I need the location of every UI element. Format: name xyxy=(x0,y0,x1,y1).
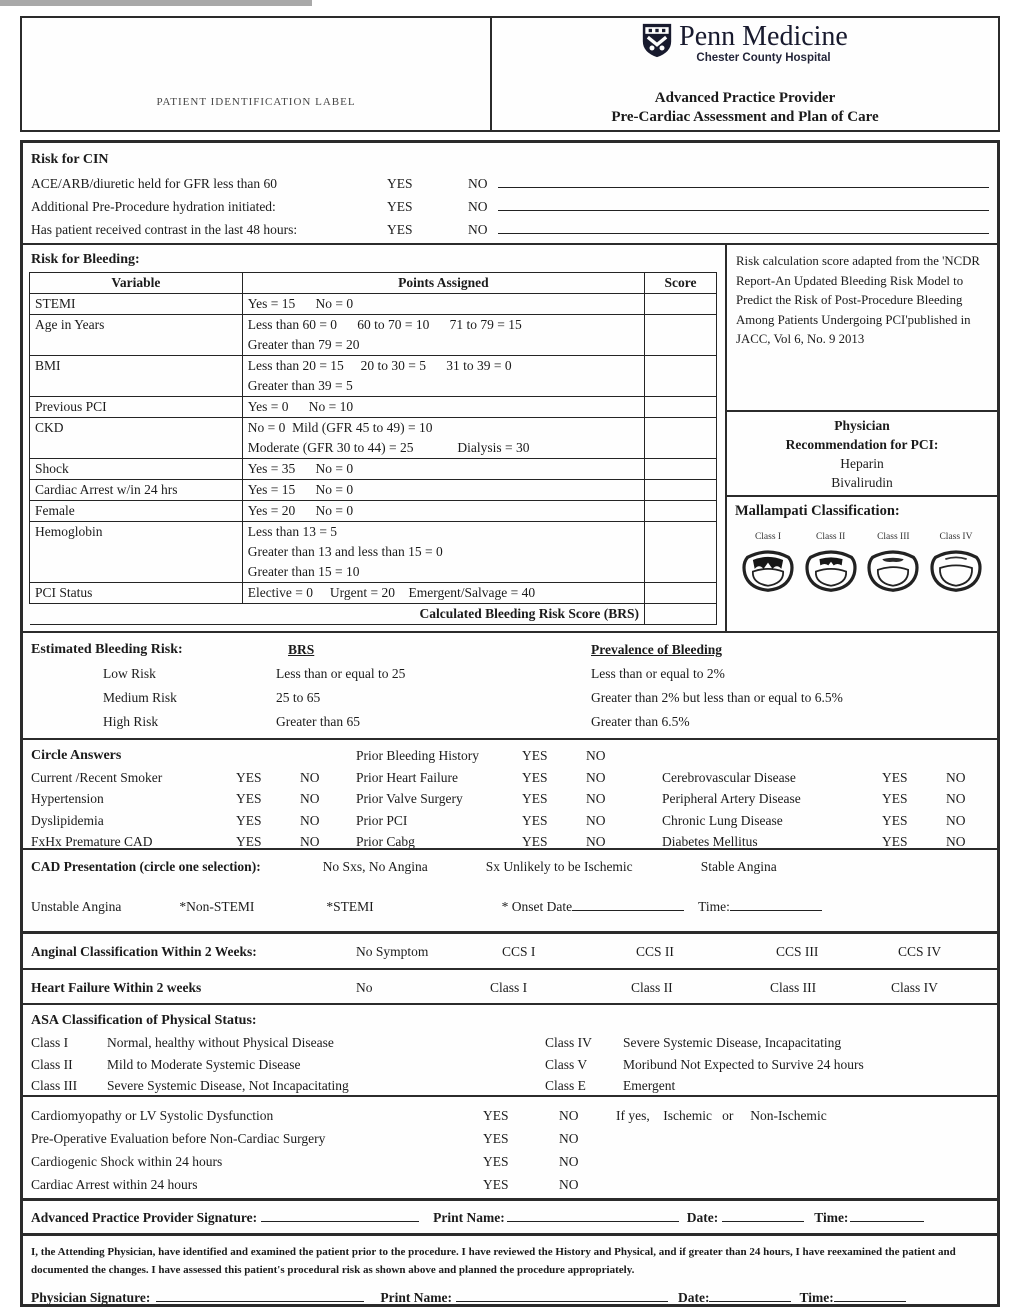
penn-shield-icon xyxy=(642,23,672,62)
recommendation-option-heparin[interactable]: Heparin xyxy=(840,456,884,471)
app-signature-label: Advanced Practice Provider Signature: xyxy=(31,1210,258,1225)
variable-cell: Cardiac Arrest w/in 24 hrs xyxy=(30,480,243,501)
brs-range: Less than or equal to 25 xyxy=(276,666,406,681)
score-cell[interactable] xyxy=(645,315,717,356)
history-item-label: Current /Recent Smoker xyxy=(31,769,163,785)
cad-option[interactable]: Sx Unlikely to be Ischemic xyxy=(485,859,633,874)
section-physician-attestation xyxy=(23,1233,997,1304)
cin-title: Risk for CIN xyxy=(31,152,109,167)
history-item-label: FxHx Premature CAD xyxy=(31,834,153,848)
form-title-line1: Advanced Practice Provider xyxy=(654,90,836,106)
cad-title: CAD Presentation (circle one selection): xyxy=(31,859,261,874)
variable-cell: PCI Status xyxy=(30,583,243,604)
score-cell[interactable] xyxy=(645,583,717,604)
section-heart-failure xyxy=(23,968,997,1003)
no-option[interactable]: NO xyxy=(946,769,966,785)
logo-hospital-name: Chester County Hospital xyxy=(696,52,831,64)
no-option[interactable]: NO xyxy=(559,1108,579,1123)
print-name-label: Print Name: xyxy=(380,1290,452,1304)
form-header xyxy=(20,16,1000,132)
mallampati-box xyxy=(727,495,997,631)
table-row-ckd xyxy=(30,418,717,459)
onset-date-line[interactable] xyxy=(572,897,684,911)
bleeding-risk-table xyxy=(29,272,717,625)
no-option[interactable]: NO xyxy=(946,834,966,848)
history-item-label: Cerebrovascular Disease xyxy=(662,769,796,785)
onset-date-label: * Onset Date xyxy=(501,899,573,914)
variable-cell: Shock xyxy=(30,459,243,480)
table-row-brs-total xyxy=(30,604,717,625)
points-cell: Yes = 35 No = 0 xyxy=(247,461,354,476)
heart-failure-option[interactable]: Class IV xyxy=(891,980,938,995)
heart-failure-option[interactable]: Class I xyxy=(490,980,528,995)
points-cell: Greater than 79 = 20 xyxy=(247,337,360,352)
no-option[interactable]: NO xyxy=(586,812,606,828)
app-date-line[interactable] xyxy=(722,1208,804,1222)
variable-cell: CKD xyxy=(30,418,243,459)
no-option[interactable]: NO xyxy=(559,1177,579,1192)
section-risk-cin xyxy=(23,143,997,243)
cin-row-contrast xyxy=(31,218,989,241)
brs-column-header: BRS xyxy=(288,642,315,657)
date-label: Date: xyxy=(678,1290,710,1304)
history-item-label: Prior Valve Surgery xyxy=(356,791,463,806)
cin-answer-line[interactable] xyxy=(498,197,990,211)
score-cell[interactable] xyxy=(645,459,717,480)
cad-options-line1 xyxy=(31,859,989,875)
points-cell: Yes = 20 No = 0 xyxy=(247,503,354,518)
patient-id-cell[interactable] xyxy=(22,18,492,130)
variable-cell: Age in Years xyxy=(30,315,243,356)
section-circle-answers xyxy=(23,738,997,848)
asa-class-desc: Emergent xyxy=(623,1078,676,1093)
variable-cell: Hemoglobin xyxy=(30,522,243,583)
no-option[interactable]: NO xyxy=(300,812,320,828)
bleeding-table-area xyxy=(23,245,725,631)
points-cell: Yes = 15 No = 0 xyxy=(247,482,354,497)
variable-cell: Female xyxy=(30,501,243,522)
yes-option[interactable]: YES xyxy=(522,812,548,828)
physician-recommendation-box xyxy=(727,410,997,495)
points-cell: Less than 13 = 5 xyxy=(247,524,338,539)
physician-signature-label: Physician Signature: xyxy=(31,1290,151,1304)
patient-id-label: PATIENT IDENTIFICATION LABEL xyxy=(156,96,356,108)
points-cell: Elective = 0 Urgent = 20 Emergent/Salvage = 40 xyxy=(247,585,536,600)
no-option[interactable]: NO xyxy=(946,791,966,806)
date-label: Date: xyxy=(686,1210,719,1225)
no-option[interactable]: NO xyxy=(586,748,606,763)
print-name-label: Print Name: xyxy=(433,1210,505,1225)
history-item-label: Chronic Lung Disease xyxy=(662,812,783,828)
cardio-question-row xyxy=(31,1127,989,1150)
asa-class-desc: Severe Systemic Disease, Incapacitating xyxy=(623,1035,842,1050)
points-cell: Moderate (GFR 30 to 44) = 25 Dialysis = 30 xyxy=(247,440,530,455)
physician-date-line[interactable] xyxy=(709,1288,791,1302)
ischemic-choice[interactable]: If yes, Ischemic or Non-Ischemic xyxy=(616,1108,827,1123)
cad-option[interactable]: *STEMI xyxy=(326,899,374,914)
no-option[interactable]: NO xyxy=(559,1131,579,1146)
cin-answer-line[interactable] xyxy=(498,220,990,234)
cardio-question: Cardiac Arrest within 24 hours xyxy=(31,1177,198,1192)
asa-class-label[interactable]: Class IV xyxy=(545,1035,592,1050)
cardio-question: Cardiomyopathy or LV Systolic Dysfunction xyxy=(31,1108,274,1123)
onset-time-label: Time: xyxy=(698,899,730,914)
yes-option[interactable]: YES xyxy=(882,791,908,806)
variable-cell: STEMI xyxy=(30,294,243,315)
score-cell[interactable] xyxy=(645,418,717,459)
logo-name: Penn Medicine xyxy=(679,21,848,52)
recommendation-title-line2: Recommendation for PCI: xyxy=(785,437,939,452)
cin-yes-option[interactable]: YES xyxy=(387,176,413,191)
estimated-risk-title: Estimated Bleeding Risk: xyxy=(31,642,183,657)
yes-option[interactable]: YES xyxy=(483,1131,509,1146)
score-cell[interactable] xyxy=(645,480,717,501)
prevalence-range: Less than or equal to 2% xyxy=(591,666,725,681)
no-option[interactable]: NO xyxy=(586,791,606,806)
no-option[interactable]: NO xyxy=(586,769,606,785)
score-cell[interactable] xyxy=(645,294,717,315)
cin-yes-option[interactable]: YES xyxy=(387,199,413,214)
estimated-risk-grid xyxy=(31,638,989,734)
cad-option[interactable]: Stable Angina xyxy=(700,859,777,874)
section-cardiac-questions xyxy=(23,1095,997,1198)
mallampati-class-label: Class I xyxy=(754,532,782,542)
history-item-label: Peripheral Artery Disease xyxy=(662,791,801,806)
cin-question: Additional Pre-Procedure hydration initiated: xyxy=(31,199,276,214)
mallampati-mouth-class3-icon xyxy=(865,580,921,595)
history-item-label: Hypertension xyxy=(31,791,104,806)
scanner-artifact-bar xyxy=(0,0,312,6)
anginal-option[interactable]: CCS IV xyxy=(898,944,942,959)
section-estimated-bleeding-risk xyxy=(23,631,997,738)
yes-option[interactable]: YES xyxy=(483,1177,509,1192)
no-option[interactable]: NO xyxy=(300,834,320,848)
mallampati-class-1[interactable] xyxy=(737,532,799,596)
points-cell: Greater than 13 and less than 15 = 0 xyxy=(247,544,443,559)
mallampati-class-label: Class II xyxy=(816,532,846,542)
no-option[interactable]: NO xyxy=(559,1154,579,1169)
cad-option[interactable]: No Sxs, No Angina xyxy=(322,859,428,874)
cad-option[interactable]: Unstable Angina xyxy=(31,899,122,914)
heart-failure-option[interactable]: No xyxy=(356,980,373,995)
points-cell: Less than 60 = 0 60 to 70 = 10 71 to 79 = 15 xyxy=(247,317,522,332)
mallampati-class-2[interactable] xyxy=(800,532,862,596)
ncdr-reference-note: Risk calculation score adapted from the 'NCDR Report-An Updated Bleeding Risk Model to Predict the Risk of Post-Procedure Bleeding Among Patients Undergoing PCI'published in JACC, Vol 6, No. 9 2013 xyxy=(736,254,980,346)
asa-class-label[interactable]: Class I xyxy=(31,1035,69,1050)
table-row-age xyxy=(30,315,717,356)
mallampati-mouth-class1-icon xyxy=(740,580,796,595)
anginal-option[interactable]: No Symptom xyxy=(356,944,429,959)
table-row-cardiac-arrest xyxy=(30,480,717,501)
table-row-stemi xyxy=(30,294,717,315)
cin-row-ace-arb xyxy=(31,172,989,195)
section-anginal-classification xyxy=(23,931,997,968)
cin-row-hydration xyxy=(31,195,989,218)
section-app-signature xyxy=(23,1198,997,1233)
asa-class-label[interactable]: Class V xyxy=(545,1056,588,1072)
no-option[interactable]: NO xyxy=(946,812,966,828)
asa-class-desc: Severe Systemic Disease, Not Incapacitating xyxy=(107,1078,349,1093)
app-signature-line[interactable] xyxy=(261,1208,419,1222)
cardio-question: Cardiogenic Shock within 24 hours xyxy=(31,1154,223,1169)
table-row-hemoglobin xyxy=(30,522,717,583)
prevalence-range: Greater than 6.5% xyxy=(591,714,690,729)
cin-answer-line[interactable] xyxy=(498,174,990,188)
asa-class-desc: Normal, healthy without Physical Disease xyxy=(107,1035,334,1050)
heart-failure-option[interactable]: Class II xyxy=(631,980,673,995)
penn-medicine-logo xyxy=(500,23,990,64)
mallampati-class-label: Class III xyxy=(877,532,910,542)
onset-time-line[interactable] xyxy=(730,897,822,911)
table-header-row xyxy=(30,273,717,294)
bleeding-sidebar xyxy=(725,245,997,631)
physician-signature-line[interactable] xyxy=(156,1288,364,1302)
risk-level-label: High Risk xyxy=(103,714,159,729)
no-option[interactable]: NO xyxy=(300,791,320,806)
history-item-label: Diabetes Mellitus xyxy=(662,834,758,848)
history-item-label: Prior Heart Failure xyxy=(356,769,458,785)
points-cell: Yes = 15 No = 0 xyxy=(247,296,354,311)
yes-option[interactable]: YES xyxy=(236,812,262,828)
physician-print-name-line[interactable] xyxy=(456,1288,668,1302)
yes-option[interactable]: YES xyxy=(522,791,548,806)
cad-option[interactable]: *Non-STEMI xyxy=(179,899,255,914)
mallampati-class-4[interactable] xyxy=(925,532,987,596)
score-cell[interactable] xyxy=(645,356,717,397)
cin-no-option[interactable]: NO xyxy=(468,176,488,191)
asa-class-label[interactable]: Class III xyxy=(31,1078,78,1093)
no-option[interactable]: NO xyxy=(586,834,606,848)
score-cell[interactable] xyxy=(645,522,717,583)
yes-option[interactable]: YES xyxy=(882,834,908,848)
heart-failure-option[interactable]: Class III xyxy=(770,980,817,995)
score-cell[interactable] xyxy=(645,501,717,522)
yes-option[interactable]: YES xyxy=(522,769,548,785)
points-cell: Greater than 39 = 5 xyxy=(247,378,353,393)
cardio-question-row xyxy=(31,1173,989,1196)
points-cell: No = 0 Mild (GFR 45 to 49) = 10 xyxy=(247,420,433,435)
brs-range: 25 to 65 xyxy=(276,690,321,705)
brs-range: Greater than 65 xyxy=(276,714,360,729)
risk-level-label: Low Risk xyxy=(103,666,156,681)
asa-class-desc: Mild to Moderate Systemic Disease xyxy=(107,1056,301,1072)
asa-title: ASA Classification of Physical Status: xyxy=(31,1013,257,1028)
table-row-female xyxy=(30,501,717,522)
cardio-question-row xyxy=(31,1150,989,1173)
section-risk-bleeding xyxy=(23,243,997,631)
col-header-points: Points Assigned xyxy=(242,273,644,294)
risk-level-label: Medium Risk xyxy=(103,690,177,705)
time-label: Time: xyxy=(814,1210,849,1225)
circle-answers-title: Circle Answers xyxy=(31,748,122,763)
prevalence-column-header: Prevalence of Bleeding xyxy=(591,642,722,657)
mallampati-class-3[interactable] xyxy=(862,532,924,596)
cad-options-line2 xyxy=(31,897,989,915)
table-row-pci-status xyxy=(30,583,717,604)
history-item-label: Prior PCI xyxy=(356,812,408,828)
asa-class-label[interactable]: Class II xyxy=(31,1056,73,1072)
header-right-cell xyxy=(492,18,998,130)
points-cell: Less than 20 = 15 20 to 30 = 5 31 to 39 = 0 xyxy=(247,358,512,373)
heart-failure-title: Heart Failure Within 2 weeks xyxy=(31,980,202,995)
no-option[interactable]: NO xyxy=(300,769,320,785)
table-row-previous-pci xyxy=(30,397,717,418)
yes-option[interactable]: YES xyxy=(522,748,548,763)
recommendation-option-bivalirudin[interactable]: Bivalirudin xyxy=(831,475,893,490)
yes-option[interactable]: YES xyxy=(882,769,908,785)
table-row-shock xyxy=(30,459,717,480)
bleeding-title: Risk for Bleeding: xyxy=(31,252,140,267)
brs-total-label: Calculated Bleeding Risk Score (BRS) xyxy=(30,604,645,625)
history-item-label: Prior Bleeding History xyxy=(356,748,479,763)
anginal-option[interactable]: CCS I xyxy=(502,944,536,959)
yes-option[interactable]: YES xyxy=(236,791,262,806)
history-item-label: Prior Cabg xyxy=(356,834,415,848)
table-row-bmi xyxy=(30,356,717,397)
mallampati-mouth-class4-icon xyxy=(928,580,984,595)
form-body xyxy=(20,140,1000,1307)
yes-option[interactable]: YES xyxy=(483,1154,509,1169)
score-cell[interactable] xyxy=(645,397,717,418)
asa-grid xyxy=(31,1032,989,1095)
recommendation-title-line1: Physician xyxy=(834,418,890,433)
asa-class-desc: Moribund Not Expected to Survive 24 hours xyxy=(623,1056,864,1072)
form-title xyxy=(500,89,990,127)
yes-option[interactable]: YES xyxy=(483,1108,509,1123)
mallampati-mouth-class2-icon xyxy=(803,580,859,595)
history-item-label: Dyslipidemia xyxy=(31,812,104,828)
points-cell: Yes = 0 No = 10 xyxy=(247,399,354,414)
app-print-name-line[interactable] xyxy=(507,1208,679,1222)
section-asa-classification xyxy=(23,1003,997,1095)
mallampati-title: Mallampati Classification: xyxy=(735,503,900,519)
mallampati-class-label: Class IV xyxy=(939,532,973,542)
variable-cell: BMI xyxy=(30,356,243,397)
col-header-variable: Variable xyxy=(30,273,243,294)
time-label: Time: xyxy=(799,1290,834,1304)
points-cell: Greater than 15 = 10 xyxy=(247,564,360,579)
anginal-title: Anginal Classification Within 2 Weeks: xyxy=(31,944,257,959)
cin-no-option[interactable]: NO xyxy=(468,222,488,237)
col-header-score: Score xyxy=(645,273,717,294)
section-cad-presentation xyxy=(23,848,997,931)
yes-option[interactable]: YES xyxy=(522,834,548,848)
anginal-option[interactable]: CCS II xyxy=(636,944,674,959)
yes-option[interactable]: YES xyxy=(882,812,908,828)
attestation-text: I, the Attending Physician, have identified and examined the patient prior to the procedure. I have reviewed the History and Physical, and if greater than 24 hours, I have reexamined the patient and documented the changes. I have assessed this patient's procedural risk as shown above and planned the procedure appropriately. xyxy=(31,1246,956,1276)
yes-option[interactable]: YES xyxy=(236,769,262,785)
cin-question: ACE/ARB/diuretic held for GFR less than 60 xyxy=(31,176,277,191)
circle-answers-grid xyxy=(31,745,989,848)
cin-question: Has patient received contrast in the last 48 hours: xyxy=(31,222,298,237)
variable-cell: Previous PCI xyxy=(30,397,243,418)
brs-score-cell[interactable] xyxy=(645,604,717,625)
physician-time-line[interactable] xyxy=(834,1288,906,1302)
cardio-question: Pre-Operative Evaluation before Non-Cardiac Surgery xyxy=(31,1131,326,1146)
yes-option[interactable]: YES xyxy=(236,834,262,848)
app-time-line[interactable] xyxy=(850,1208,924,1222)
cin-yes-option[interactable]: YES xyxy=(387,222,413,237)
cardio-question-row xyxy=(31,1104,989,1127)
anginal-option[interactable]: CCS III xyxy=(776,944,819,959)
mallampati-figures xyxy=(735,532,989,596)
form-title-line2: Pre-Cardiac Assessment and Plan of Care xyxy=(611,109,879,125)
asa-class-label[interactable]: Class E xyxy=(545,1078,586,1093)
prevalence-range: Greater than 2% but less than or equal to 6.5% xyxy=(591,690,843,705)
cin-no-option[interactable]: NO xyxy=(468,199,488,214)
